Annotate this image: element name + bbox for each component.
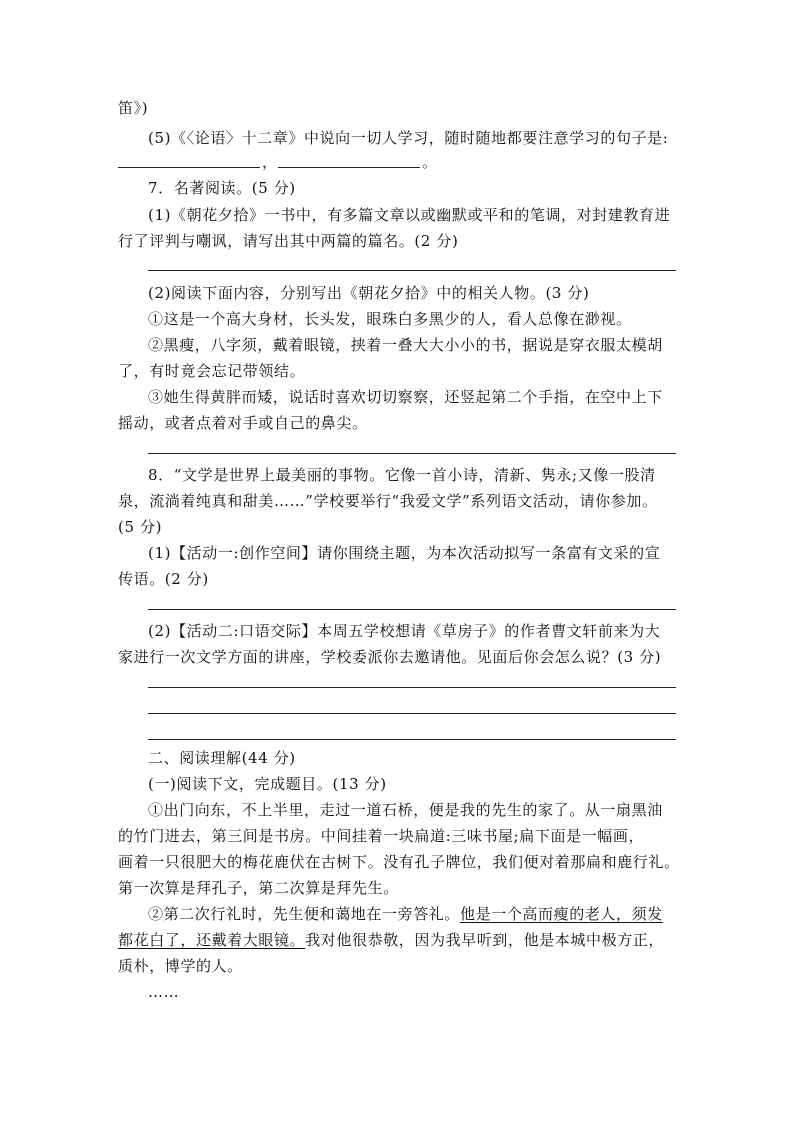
blank-end: 。 [422,153,438,171]
answer-line[interactable] [148,739,676,740]
q7-part1-line1: (1)《朝花夕拾》一书中，有多篇文章以或幽默或平和的笔调，对封建教育进 [148,206,671,224]
answer-blank-1[interactable] [118,167,260,168]
answer-line[interactable] [148,687,676,688]
answer-line[interactable] [148,609,676,610]
passage-p2-line2 [118,930,664,950]
answer-blank-2[interactable] [278,167,420,168]
activity-1-line2: 传语。(2 分) [118,570,209,588]
passage-p2-line1 [148,904,663,924]
question-8-line3: (5 分) [118,518,163,536]
underlined-sentence: 都花白了，还戴着大眼镜。 [118,931,306,949]
passage-p1-line1: ①出门向东，不上半里，走过一道石桥，便是我的先生的家了。从一扇黑油 [148,801,663,819]
passage-text: 我对他很恭敬，因为我早听到，他是本城中极方正， [305,931,665,949]
question-8-line2: 泉，流淌着纯真和甜美……”学校要举行“我爱文学”系列语文活动，请你参加。 [118,492,658,510]
answer-line[interactable] [148,713,676,714]
reading-1-header: (一)阅读下文，完成题目。(13 分) [148,775,387,793]
character-clue-2-line1: ②黑瘦，八字须，戴着眼镜，挟着一叠大大小小的书，据说是穿衣服太模胡 [148,336,663,354]
passage-ellipsis: …… [148,983,180,1001]
question-7-header: 7．名著阅读。(5 分) [148,179,296,197]
character-clue-3-line1: ③她生得黄胖而矮，说话时喜欢切切察察，还竖起第二个手指，在空中上下 [148,388,663,406]
passage-p1-line4: 第一次算是拜孔子，第二次算是拜先生。 [118,879,399,897]
answer-line[interactable] [148,453,676,454]
underlined-sentence: 他是一个高而瘦的老人，须发 [460,905,663,923]
character-clue-1: ①这是一个高大身材，长头发，眼珠白多黑少的人，看人总像在渺视。 [148,310,632,328]
q7-part1-line2: 行了评判与嘲讽，请写出其中两篇的篇名。(2 分) [118,232,459,250]
character-clue-2-line2: 了，有时竟会忘记带领结。 [118,362,306,380]
activity-1-line1: (1)【活动一:创作空间】请你围绕主题，为本次活动拟写一条富有文采的宣 [148,544,661,562]
section-2-header: 二、阅读理解(44 分) [148,749,296,767]
answer-line[interactable] [148,270,676,271]
text-line: 笛》) [118,99,149,117]
blank-separator: ， [262,153,278,171]
passage-p1-line2: 的竹门进去，第三间是书房。中间挂着一块扁道:三味书屋;扁下面是一幅画， [118,827,645,845]
passage-p1-line3: 画着一只很肥大的梅花鹿伏在古树下。没有孔子牌位，我们便对着那扁和鹿行礼。 [118,853,680,871]
activity-2-line1: (2)【活动二:口语交际】本周五学校想请《草房子》的作者曹文轩前来为大 [148,622,661,640]
passage-text: ②第二次行礼时，先生便和蔼地在一旁答礼。 [148,905,461,923]
q7-part2-intro: (2)阅读下面内容，分别写出《朝花夕拾》中的相关人物。(3 分) [148,284,590,302]
question-item-5: (5)《〈论语〉十二章》中说向一切人学习，随时随地都要注意学习的句子是: [148,129,669,147]
passage-p2-line3: 质朴，博学的人。 [118,957,243,975]
character-clue-3-line2: 摇动，或者点着对手或自己的鼻尖。 [118,414,368,432]
question-8-line1: 8．“文学是世界上最美丽的事物。它像一首小诗，清新、隽永;又像一股清 [148,466,656,484]
activity-2-line2: 家进行一次文学方面的讲座，学校委派你去邀请他。见面后你会怎么说？(3 分) [118,648,662,666]
